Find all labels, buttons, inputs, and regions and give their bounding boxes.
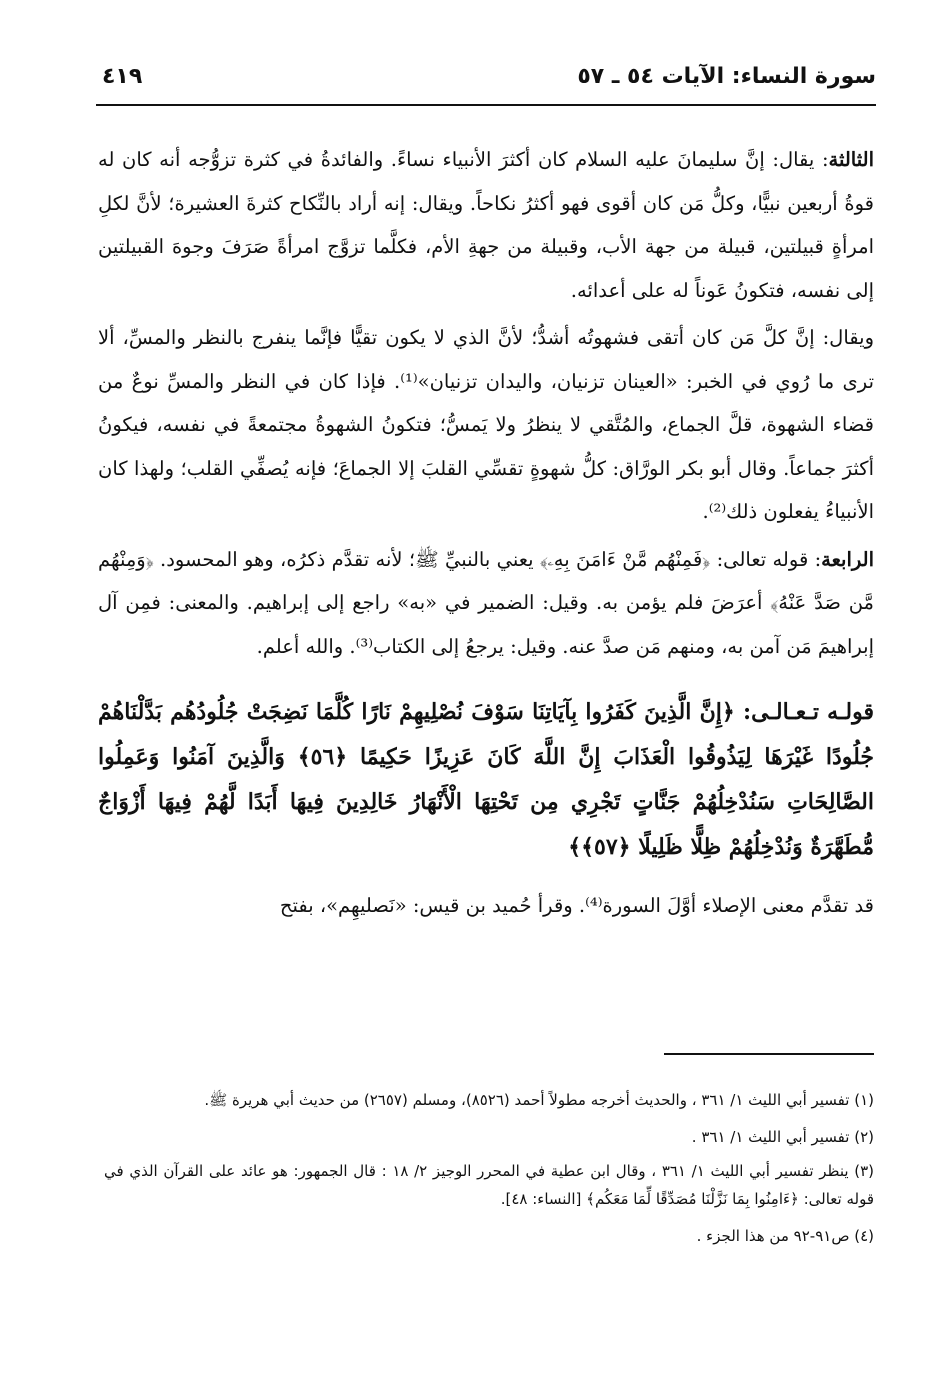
page-number: ٤١٩	[102, 64, 143, 89]
footnote-1: (١) تفسير أبي الليث ١/ ٣٦١ ، والحديث أخرجه مطولاً أحمد (٨٥٢٦)، ومسلم (٢٦٥٧) من حديث أبي هريرة ﷺ.	[204, 1091, 874, 1109]
paragraph-lead: الثالثة	[828, 148, 874, 171]
paragraph-fourth-point	[98, 538, 874, 669]
header-divider	[96, 104, 876, 106]
footnote-divider	[664, 1053, 874, 1055]
paragraph-third-point	[98, 138, 874, 312]
paragraph-commentary	[98, 884, 874, 928]
paragraph-piety	[98, 316, 874, 534]
running-header	[96, 58, 876, 102]
paragraph-text: : يقال: إنَّ سليمانَ عليه السلام كان أكثرَ الأنبياء نساءً. والفائدةُ في كثرة تزوُّجه أنه كان له قوةُ أربعين نبيًّا، وكلُّ مَن كان أقوى فهو أكثرُ نكاحاً. ويقال: إنه أراد بالنِّكاح كثرةَ العشيرة؛ لأنَّ لكلِ امرأةٍ قبيلتين، قبيلة من جهة الأب، وقبيلة من جهةِ الأم، فكلَّما تزوَّج امرأةً صَرَفَ وجوهَ القبيلتين إلى نفسه، فتكونُ عَوناً له على أعدائه.	[98, 148, 874, 302]
footnote-3: (٣) ينظر تفسير أبي الليث ١/ ٣٦١ ، وقال ابن عطية في المحرر الوجيز ٢/ ١٨ : قال الجمهور: هو عائد على القرآن الذي في قوله تعالى: ﴿ءَامِنُوا بِمَا نَزَّلْنَا مُصَدِّقًا لِّمَا مَعَكُم﴾ [النساء: ٤٨].	[104, 1162, 874, 1208]
main-text	[98, 138, 874, 928]
footnotes	[104, 1086, 874, 1259]
quran-verse-text: ﴿إِنَّ الَّذِينَ كَفَرُوا بِآيَاتِنَا سَوْفَ نُصْلِيهِمْ نَارًا كُلَّمَا نَضِجَتْ جُلُودُهُم بَدَّلْنَاهُمْ جُلُودًا غَيْرَهَا لِيَذُوقُوا الْعَذَابَ إِنَّ اللَّهَ كَانَ عَزِيزًا حَكِيمًا ﴿٥٦﴾ وَالَّذِينَ آمَنُوا وَعَمِلُوا الصَّالِحَاتِ سَنُدْخِلُهُمْ جَنَّاتٍ تَجْرِي مِن تَحْتِهَا الْأَنْهَارُ خَالِدِينَ فِيهَا أَبَدًا لَّهُمْ فِيهَا أَزْوَاجٌ مُّطَهَّرَةٌ وَنُدْخِلُهُمْ ظِلًّا ظَلِيلًا ﴿٥٧﴾﴾	[98, 699, 875, 860]
paragraph-text: ويقال: إنَّ كلَّ مَن كان أتقى فشهوتُه أشدُّ؛ لأنَّ الذي لا يكون تقيًّا فإنَّما ينفرج بالنظر والمسِّ، ألا ترى ما رُوي في الخبر: «العينان تزنيان، واليدان تزنيان»⁽¹⁾. فإذا كان في النظر والمسِّ نوعٌ من قضاء الشهوة، قلَّ الجماع، والمُتَّقي لا ينظرُ ولا يَمسُّ؛ فتكونُ الشهوةُ مجتمعةً في نفسه، فيكونُ أكثرَ جماعاً. وقال أبو بكر الورَّاق: كلُّ شهوةٍ تقسِّي القلبَ إلا الجماعَ؛ فإنه يُصفِّي القلب؛ ولهذا كان الأنبياءُ يفعلون ذلك⁽²⁾.	[98, 326, 874, 523]
footnote-4: (٤) ص٩١-٩٢ من هذا الجزء .	[696, 1227, 874, 1245]
paragraph-text: قد تقدَّم معنى الإصلاء أوَّلَ السورة⁽⁴⁾. وقرأ حُميد بن قيس: «نَصليهِم»، بفتح	[279, 894, 874, 917]
paragraph-lead: الرابعة	[821, 547, 874, 571]
footnote-2: (٢) تفسير أبي الليث ١/ ٣٦١ .	[691, 1128, 874, 1146]
quran-lead: قولـه تـعـالـى:	[743, 699, 874, 725]
quran-verse-block	[98, 690, 874, 870]
surah-title: سورة النساء: الآيات ٥٤ ـ ٥٧	[577, 64, 876, 89]
paragraph-text: : قوله تعالى: ﴿فَمِنْهُم مَّنْ ءَامَنَ بِهِۦ﴾ يعني بالنبيِّ ﷺ؛ لأنه تقدَّم ذكرُه، وهو المحسود. ﴿وَمِنْهُم مَّن صَدَّ عَنْهُ﴾ أعرَضَ فلم يؤمن به. وقيل: الضمير في «به» راجع إلى إبراهيم. والمعنى: فمِن آل إبراهيمَ مَن آمن به، ومنهم مَن صدَّ عنه. وقيل: يرجعُ إلى الكتاب⁽³⁾. والله أعلم.	[98, 547, 874, 658]
